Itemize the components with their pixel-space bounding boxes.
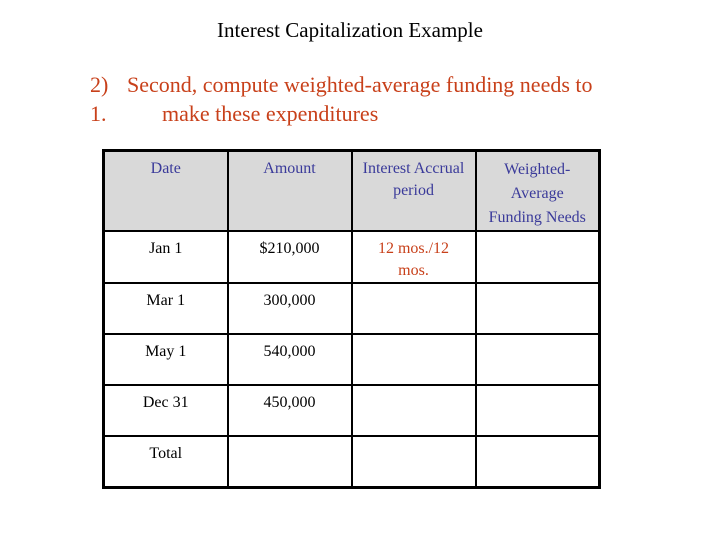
cell-accrual-period: [352, 283, 476, 334]
step-text: Second, compute weighted-average funding needs to: [127, 72, 593, 97]
table-row: [104, 283, 600, 334]
step-sub-number: 1.: [90, 101, 107, 126]
cell-date: Mar 1: [104, 283, 228, 334]
cell-accrual-period: [352, 385, 476, 436]
table-row: [104, 385, 600, 436]
header-accrual-period: Interest Accrual period: [352, 151, 476, 232]
cell-weighted-average: [476, 334, 600, 385]
table-row: [104, 231, 600, 283]
cell-accrual-period: [352, 334, 476, 385]
header-date: Date: [104, 151, 228, 232]
step-number: 2): [90, 72, 109, 97]
cell-weighted-average: [476, 231, 600, 283]
cell-amount: 300,000: [228, 283, 352, 334]
cell-accrual-period: 12 mos./12 mos.: [352, 231, 476, 283]
table-header-row: [104, 151, 600, 232]
cell-amount: $210,000: [228, 231, 352, 283]
slide-title: Interest Capitalization Example: [217, 18, 483, 42]
cell-date: Dec 31: [104, 385, 228, 436]
table-row: [104, 334, 600, 385]
cell-amount: 450,000: [228, 385, 352, 436]
header-amount: Amount: [228, 151, 352, 232]
cell-weighted-average: [476, 283, 600, 334]
funding-table: [102, 149, 601, 489]
cell-date: Jan 1: [104, 231, 228, 283]
cell-date: Total: [104, 436, 228, 487]
table-row: [104, 436, 600, 487]
cell-accrual-period: [352, 436, 476, 487]
cell-date: May 1: [104, 334, 228, 385]
cell-amount: 540,000: [228, 334, 352, 385]
cell-weighted-average: [476, 385, 600, 436]
header-weighted-average: Weighted-Average Funding Needs: [476, 151, 600, 232]
cell-weighted-average: [476, 436, 600, 487]
step-sub-text: make these expenditures: [162, 101, 379, 126]
cell-amount: [228, 436, 352, 487]
